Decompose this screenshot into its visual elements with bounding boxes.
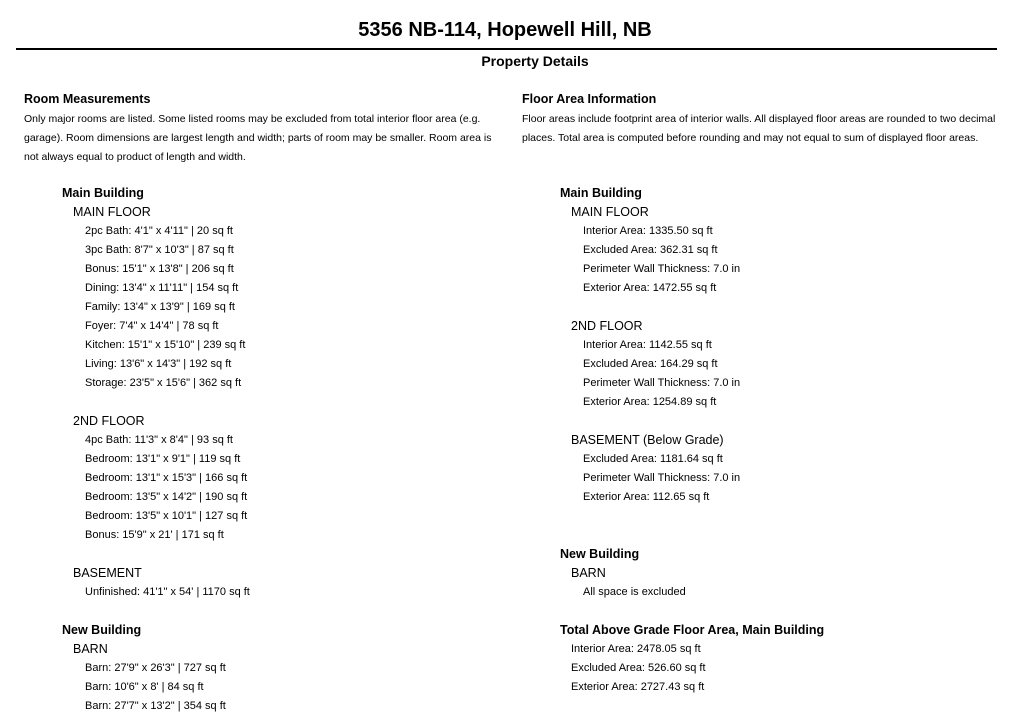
room-row: Bonus: 15'9" x 21' | 171 sq ft bbox=[85, 529, 224, 541]
total-above-grade-label: Total Above Grade Floor Area, Main Building bbox=[560, 623, 825, 637]
room-measurements-heading: Room Measurements bbox=[24, 92, 151, 106]
area-row: Interior Area: 2478.05 sq ft bbox=[571, 643, 701, 655]
floor-label: BASEMENT (Below Grade) bbox=[571, 433, 724, 447]
page-title: 5356 NB-114, Hopewell Hill, NB bbox=[358, 19, 652, 41]
floor-label: MAIN FLOOR bbox=[571, 205, 649, 219]
room-row: Barn: 27'9" x 26'3" | 727 sq ft bbox=[85, 662, 226, 674]
room-row: 4pc Bath: 11'3" x 8'4" | 93 sq ft bbox=[85, 434, 233, 446]
floor-label: 2ND FLOOR bbox=[73, 414, 145, 428]
area-row: Exterior Area: 1472.55 sq ft bbox=[583, 282, 717, 294]
area-row: Excluded Area: 164.29 sq ft bbox=[583, 358, 718, 370]
room-row: 2pc Bath: 4'1" x 4'11" | 20 sq ft bbox=[85, 225, 233, 237]
room-row: Barn: 27'7" x 13'2" | 354 sq ft bbox=[85, 700, 226, 712]
building-label: New Building bbox=[62, 623, 142, 637]
areas-main-building bbox=[560, 184, 824, 697]
room-row: Living: 13'6" x 14'3" | 192 sq ft bbox=[85, 358, 232, 370]
area-row: Exterior Area: 1254.89 sq ft bbox=[583, 396, 717, 408]
floor-label: MAIN FLOOR bbox=[73, 205, 151, 219]
area-row: Perimeter Wall Thickness: 7.0 in bbox=[583, 263, 741, 275]
area-row: Interior Area: 1142.55 sq ft bbox=[583, 339, 712, 351]
area-row: All space is excluded bbox=[583, 586, 686, 598]
room-measurements-intro: Only major rooms are listed. Some listed rooms may be excluded from total interior floor area (e.g. garage). Room dimensions are largest length and width; parts of room may be smaller. Room area is not always equal to product of length and width. bbox=[24, 113, 492, 163]
area-row: Exterior Area: 112.65 sq ft bbox=[583, 491, 710, 503]
page-subtitle: Property Details bbox=[481, 53, 589, 69]
room-row: Unfinished: 41'1" x 54' | 1170 sq ft bbox=[85, 586, 250, 598]
room-row: Barn: 10'6" x 8' | 84 sq ft bbox=[85, 681, 204, 693]
area-row: Perimeter Wall Thickness: 7.0 in bbox=[583, 472, 741, 484]
room-row: Storage: 23'5" x 15'6" | 362 sq ft bbox=[85, 377, 242, 389]
floor-label: BASEMENT bbox=[73, 566, 142, 580]
area-row: Excluded Area: 362.31 sq ft bbox=[583, 244, 718, 256]
room-row: 3pc Bath: 8'7" x 10'3" | 87 sq ft bbox=[85, 244, 234, 256]
area-row: Excluded Area: 526.60 sq ft bbox=[571, 662, 706, 674]
room-row: Kitchen: 15'1" x 15'10" | 239 sq ft bbox=[85, 339, 246, 351]
room-row: Bedroom: 13'1" x 9'1" | 119 sq ft bbox=[85, 453, 241, 465]
rooms-main-building bbox=[62, 184, 250, 716]
room-row: Bonus: 15'1" x 13'8" | 206 sq ft bbox=[85, 263, 234, 275]
building-label: Main Building bbox=[560, 186, 642, 200]
room-row: Foyer: 7'4" x 14'4" | 78 sq ft bbox=[85, 320, 219, 332]
room-row: Dining: 13'4" x 11'11" | 154 sq ft bbox=[85, 282, 239, 294]
room-row: Bedroom: 13'5" x 14'2" | 190 sq ft bbox=[85, 491, 248, 503]
building-label: Main Building bbox=[62, 186, 144, 200]
area-row: Perimeter Wall Thickness: 7.0 in bbox=[583, 377, 741, 389]
title-divider bbox=[16, 48, 997, 50]
area-row: Excluded Area: 1181.64 sq ft bbox=[583, 453, 723, 465]
room-row: Bedroom: 13'5" x 10'1" | 127 sq ft bbox=[85, 510, 248, 522]
room-row: Bedroom: 13'1" x 15'3" | 166 sq ft bbox=[85, 472, 248, 484]
floor-area-intro: Floor areas include footprint area of interior walls. All displayed floor areas are rounded to two decimal places. Total area is computed before rounding and may not equal to sum of displayed floor areas. bbox=[522, 113, 996, 144]
floor-label: 2ND FLOOR bbox=[571, 319, 643, 333]
room-row: Family: 13'4" x 13'9" | 169 sq ft bbox=[85, 301, 235, 313]
area-row: Interior Area: 1335.50 sq ft bbox=[583, 225, 713, 237]
floor-label: BARN bbox=[571, 566, 606, 580]
area-row: Exterior Area: 2727.43 sq ft bbox=[571, 681, 705, 693]
building-label: New Building bbox=[560, 547, 640, 561]
floor-label: BARN bbox=[73, 642, 108, 656]
floor-area-heading: Floor Area Information bbox=[522, 92, 657, 106]
